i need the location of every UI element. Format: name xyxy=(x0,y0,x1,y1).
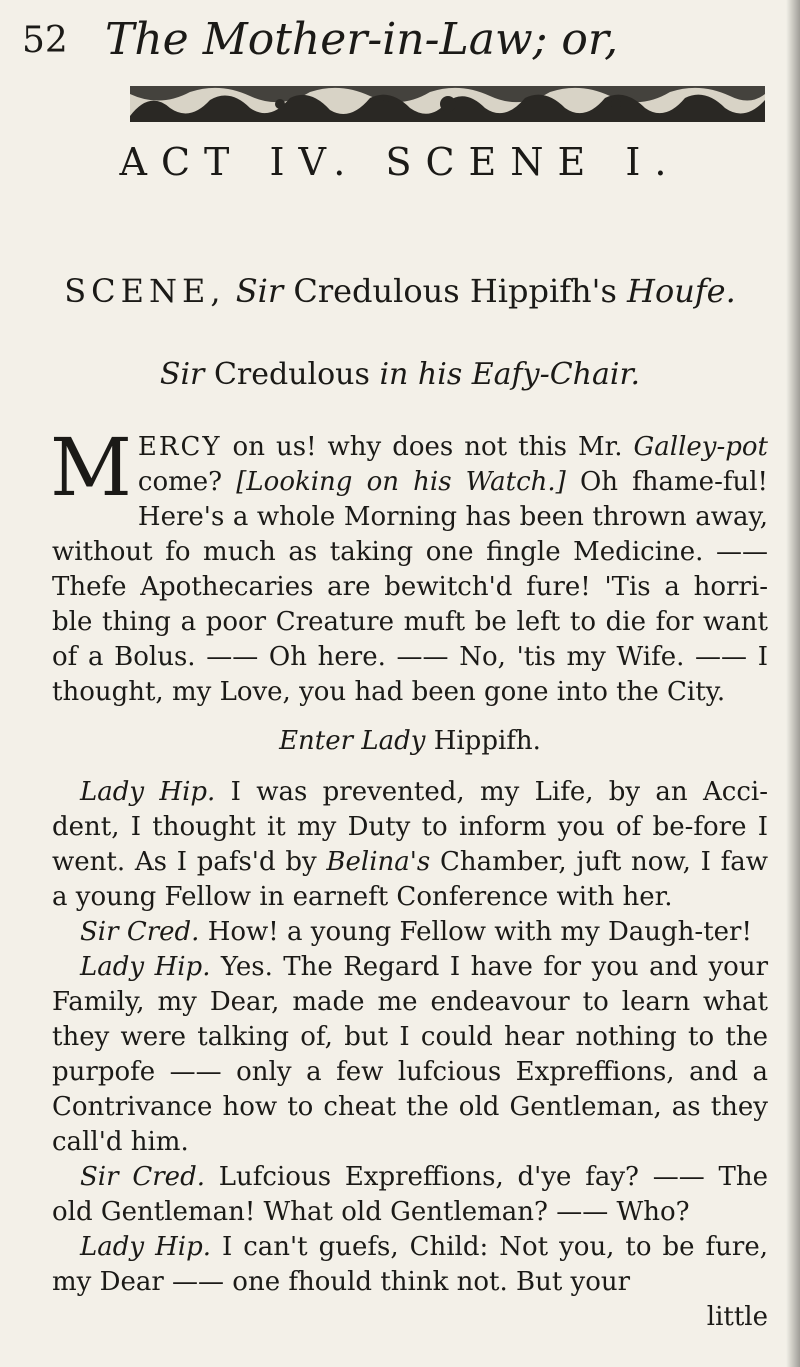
speech-text: Oh fhame-ful! Here's a whole Morning has been thrown away, without fo much as taking one fingle Medicine. —— Thefe Apothecaries are bewitch'd fure! 'Tis a horri-ble thing a poor Creature muft be left to die for want of a Bolus. —— Oh here. —— No, 'tis my Wife. —— I thought, my Love, you had been gone into the City. xyxy=(52,467,768,707)
speech-text: Yes. The Regard I have for you and your Family, my Dear, made me endeavour to learn what they were talking of, but I could hear nothing to the purpofe —— only a few lufcious Expreffions, and a Contrivance how to cheat the old Gentleman, as they call'd him. xyxy=(52,952,768,1157)
enter-prefix: Enter Lady xyxy=(279,726,426,756)
catchword-text: little xyxy=(706,1302,768,1332)
catchword xyxy=(52,1300,768,1335)
speaker-label: Lady Hip. xyxy=(80,952,211,982)
speaker-label: Lady Hip. xyxy=(80,777,216,807)
speech-sir-credulous-1 xyxy=(50,421,768,710)
character-name: Belina's xyxy=(326,847,431,877)
decorative-headpiece xyxy=(130,86,765,122)
speech-sir-cred-3 xyxy=(52,1160,768,1230)
running-head xyxy=(0,10,800,70)
opening-word: ERCY xyxy=(137,432,222,462)
entrance-direction xyxy=(52,724,768,759)
running-title: The Mother-in-Law; or, xyxy=(105,14,619,65)
speaker-label: Sir Cred. xyxy=(80,1162,205,1192)
stage-direction-name: Credulous xyxy=(213,357,370,392)
scene-location xyxy=(0,272,800,310)
speech-text: come? xyxy=(137,467,237,497)
stage-direction xyxy=(0,357,800,392)
act-heading: ACT IV. SCENE I. xyxy=(119,140,681,184)
speech-text: I was prevented, my Life, by an Acci-dent, I thought it my Duty to inform you of be-fore I went. As I pafs'd by xyxy=(52,777,768,877)
stage-direction-prefix: Sir xyxy=(159,357,205,392)
location-prefix: Sir xyxy=(235,272,284,310)
speech-text: I can't guefs, Child: Not you, to be fure, my Dear —— one fhould think not. But your xyxy=(52,1232,768,1297)
speech-lady-hip-1 xyxy=(52,775,768,915)
location-name: Credulous Hippifh's xyxy=(293,272,617,310)
drop-cap: M xyxy=(50,421,132,514)
stage-direction-rest: in his Eafy-Chair. xyxy=(379,357,641,392)
character-name: Galley-pot xyxy=(633,432,768,462)
speaker-label: Sir Cred. xyxy=(80,917,200,947)
page-edge-shadow xyxy=(786,0,800,1367)
scene-label: SCENE, xyxy=(64,272,226,310)
speech-lady-hip-2 xyxy=(52,950,768,1160)
speaker-label: Lady Hip. xyxy=(80,1232,211,1262)
speech-lady-hip-3 xyxy=(52,1230,768,1300)
enter-name: Hippifh. xyxy=(433,726,541,756)
speech-text: How! a young Fellow with my Daugh-ter! xyxy=(199,917,752,947)
speech-text: Chamber, juft now, I faw a young Fellow in earneft Conference with her. xyxy=(52,847,768,912)
stage-aside: [Looking on his Watch.] xyxy=(236,467,566,497)
speech-sir-cred-2 xyxy=(52,915,768,950)
speech-text: on us! why does not this Mr. xyxy=(221,432,634,462)
page-number: 52 xyxy=(22,20,68,61)
speech-text: Lufcious Expreffions, d'ye fay? —— The old Gentleman! What old Gentleman? —— Who? xyxy=(52,1162,769,1227)
dialogue-body xyxy=(50,421,769,1335)
location-suffix: Houfe. xyxy=(627,272,736,310)
